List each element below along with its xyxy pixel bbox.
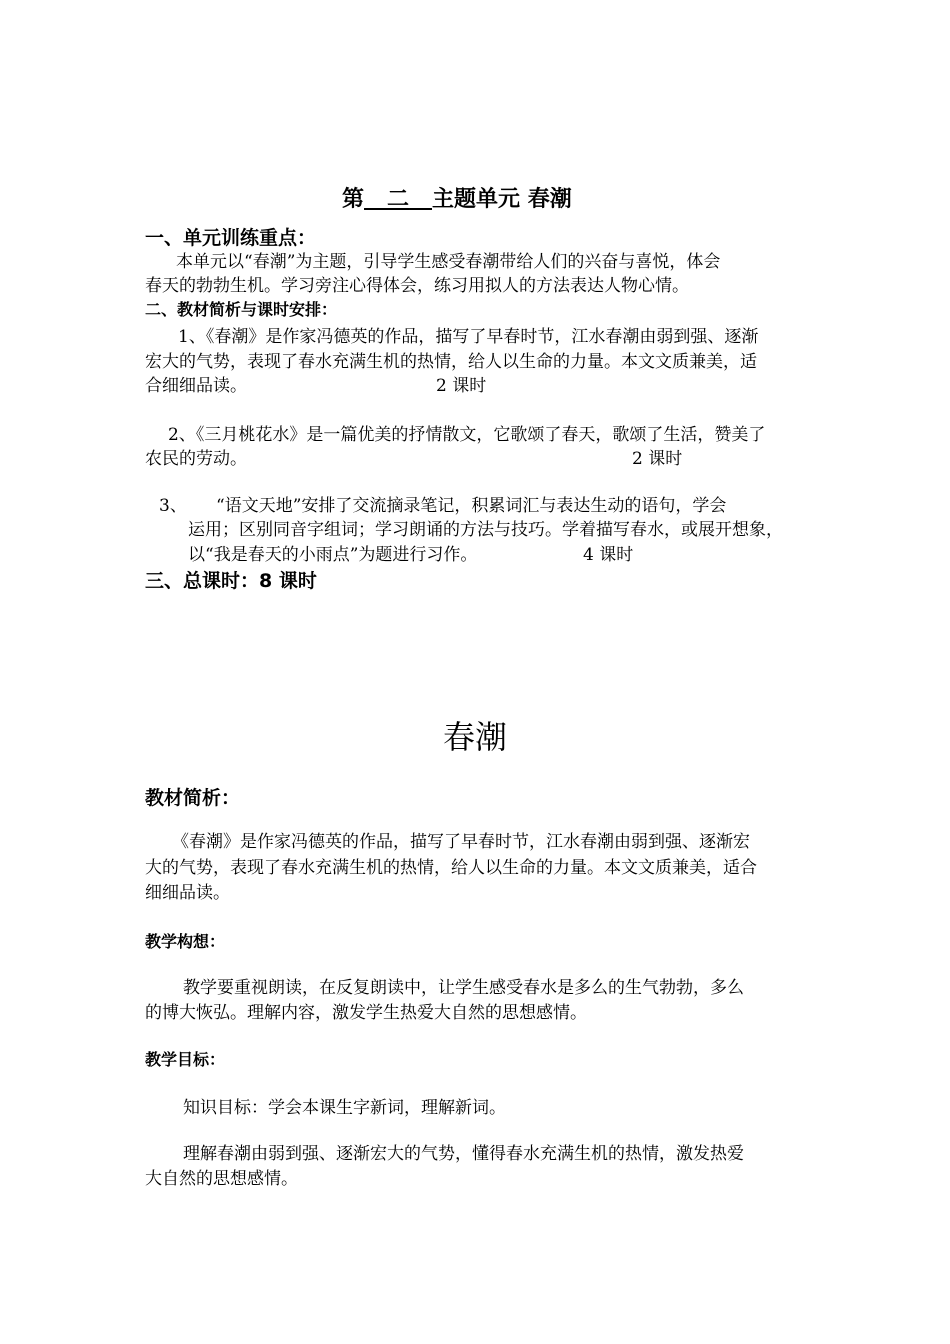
analysis-line-1: 《春潮》是作家冯德英的作品，描写了早春时节，江水春潮由弱到强、逐渐宏 — [172, 832, 750, 852]
analysis-line-2: 大的气势，表现了春水充满生机的热情，给人以生命的力量。本文文质兼美，适合 — [145, 858, 757, 878]
item2-hours: 2 课时 — [632, 449, 683, 469]
goal-line-1: 理解春潮由弱到强、逐渐宏大的气势，懂得春水充满生机的热情，激发热爱 — [183, 1144, 744, 1164]
unit-title-name: 春潮 — [527, 187, 572, 212]
section1-heading: 一、单元训练重点： — [145, 227, 317, 249]
item3-line-3: 以“我是春天的小雨点”为题进行习作。 — [188, 545, 478, 565]
section3-heading: 三、总课时：8 课时 — [145, 570, 317, 592]
item3-line-1: “语文天地”安排了交流摘录笔记，积累词汇与表达生动的语句，学会 — [216, 496, 727, 516]
goal-knowledge: 知识目标：学会本课生字新词，理解新词。 — [183, 1098, 506, 1118]
section1-line-2: 春天的勃勃生机。学习旁注心得体会，练习用拟人的方法表达人物心情。 — [145, 276, 689, 296]
item1-line-3: 合细细品读。 — [145, 376, 247, 396]
unit-title — [342, 184, 572, 216]
unit-title-prefix: 第 — [342, 187, 365, 212]
section1-line-1: 本单元以“春潮”为主题，引导学生感受春潮带给人们的兴奋与喜悦，体会 — [176, 252, 721, 272]
concept-line-1: 教学要重视朗读，在反复朗读中，让学生感受春水是多么的生气勃勃，多么 — [183, 978, 744, 998]
item1-hours: 2 课时 — [436, 376, 487, 396]
item1-line-2: 宏大的气势，表现了春水充满生机的热情，给人以生命的力量。本文文质兼美，适 — [145, 352, 757, 372]
section2-heading: 二、教材简析与课时安排： — [145, 300, 338, 319]
item3-number: 3、 — [159, 496, 187, 516]
analysis-line-3: 细细品读。 — [145, 883, 230, 903]
item1-line-1: 1、《春潮》是作家冯德英的作品，描写了早春时节，江水春潮由弱到强、逐渐 — [178, 327, 759, 347]
unit-title-suffix: 主题单元 — [432, 187, 521, 212]
analysis-heading: 教材简析： — [145, 787, 241, 809]
goals-heading: 教学目标： — [145, 1050, 226, 1069]
unit-number: 二 — [387, 187, 410, 212]
concept-heading: 教学构想： — [145, 932, 226, 951]
item3-hours: 4 课时 — [583, 545, 634, 565]
concept-line-2: 的博大恢弘。理解内容，激发学生热爱大自然的思想感情。 — [145, 1003, 587, 1023]
item2-line-1: 2、《三月桃花水》是一篇优美的抒情散文，它歌颂了春天，歌颂了生活，赞美了 — [168, 425, 766, 445]
item3-line-2: 运用；区别同音字组词；学习朗诵的方法与技巧。学着描写春水，或展开想象， — [188, 520, 783, 540]
item2-line-2: 农民的劳动。 — [145, 449, 247, 469]
goal-line-2: 大自然的思想感情。 — [145, 1169, 298, 1189]
lesson-title: 春潮 — [442, 718, 507, 756]
